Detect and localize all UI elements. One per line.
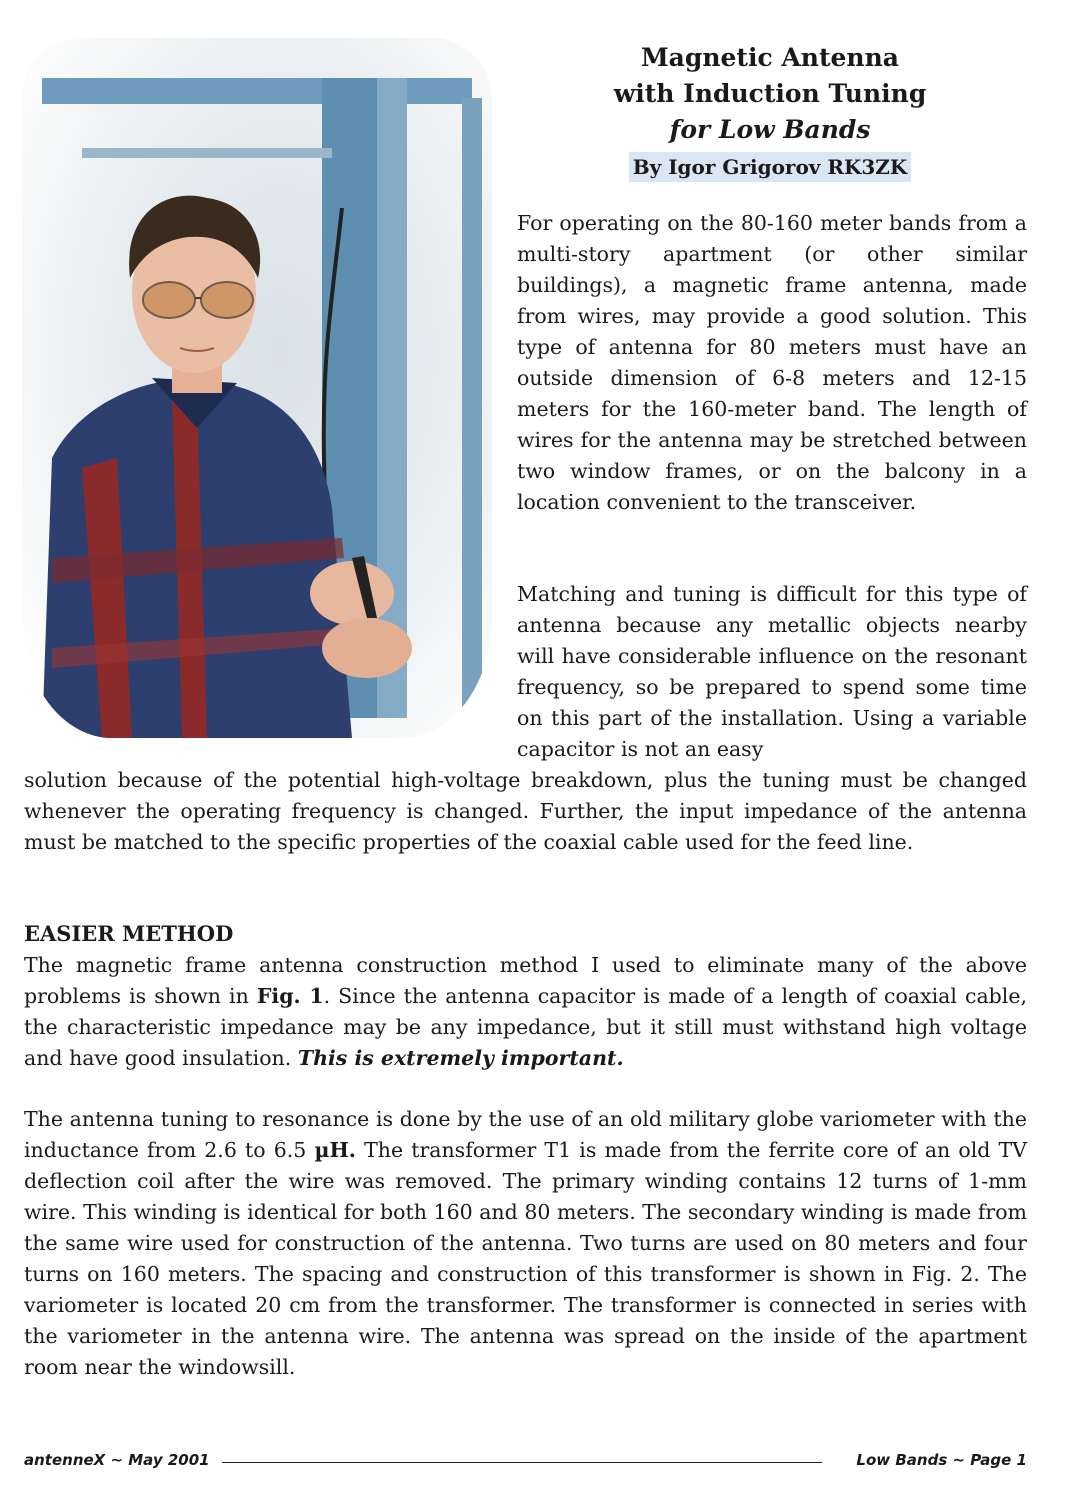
footer-page-number: Low Bands ~ Page 1 [856,1451,1027,1469]
title-line-3: for Low Bands [669,115,871,144]
author-photo [22,38,492,738]
tuning-paragraph [24,1104,1027,1383]
intro-paragraph: For operating on the 80-160 meter bands from a multi-story apartment (or other similar buildings), a magnetic frame antenna, made from wires, may provide a good solution. This type of antenna for 80 meters must have an outside dimension of 6-8 meters and 12-15 meters for the 160-meter band. The length of wires for the antenna may be stretched between two window frames, or on the balcony in a location convenient to the transceiver. [517,211,1027,514]
matching-paragraph-part-1: Matching and tuning is difficult for this type of antenna because any metallic objects nearby will have considerable influence on the resonant frequency, so be prepared to spend some time on this part of the installation. Using a variable capacitor is not an easy [517,582,1027,761]
method-text-1: The magnetic frame antenna construction method I used to eliminate many of the above problems is shown in [24,953,1027,1008]
fig-1-reference: Fig. 1 [256,984,324,1008]
tuning-text-1: The antenna tuning to resonance is done by the use of an old military globe variometer with the inductance from 2.6 to 6.5 [24,1107,1027,1162]
matching-paragraph-part-2: solution because of the potential high-voltage breakdown, plus the tuning must be changed whenever the operating frequency is changed. Further, the input impedance of the antenna must be matched to the specific properties of the coaxial cable used for the feed line. [24,768,1027,854]
tuning-text-2: The transformer T1 is made from the ferrite core of an old TV deflection coil after the wire was removed. The primary winding contains 12 turns of 1-mm wire. This winding is identical for both 160 and 80 meters. The secondary winding is made from the same wire used for construction of the antenna. Two turns are used on 80 meters and four turns on 160 meters. The spacing and construction of this transformer is shown in Fig. 2. The variometer is located 20 cm from the transformer. The transformer is connected in series with the variometer in the antenna wire. The antenna was spread on the inside of the apartment room near the windowsill. [24,1138,1027,1379]
method-paragraph [24,950,1027,1074]
title-line-1: Magnetic Antenna [641,43,899,72]
section-heading: EASIER METHOD [24,921,234,946]
footer-rule [222,1462,822,1463]
article-title-block [560,40,980,184]
inductance-unit: µH. [314,1138,356,1162]
footer-publication: antenneX ~ May 2001 [24,1451,210,1469]
title-line-2: with Induction Tuning [613,79,927,108]
byline: By Igor Grigorov RK3ZK [629,152,912,182]
page-footer [24,1449,1027,1475]
method-text-2: . Since the antenna capacitor is made of a length of coaxial cable, the characteristic impedance may be any impedance, but it still must withstand high voltage and have good insulation. [24,984,1027,1070]
emphasis-text: This is extremely important. [297,1046,624,1070]
